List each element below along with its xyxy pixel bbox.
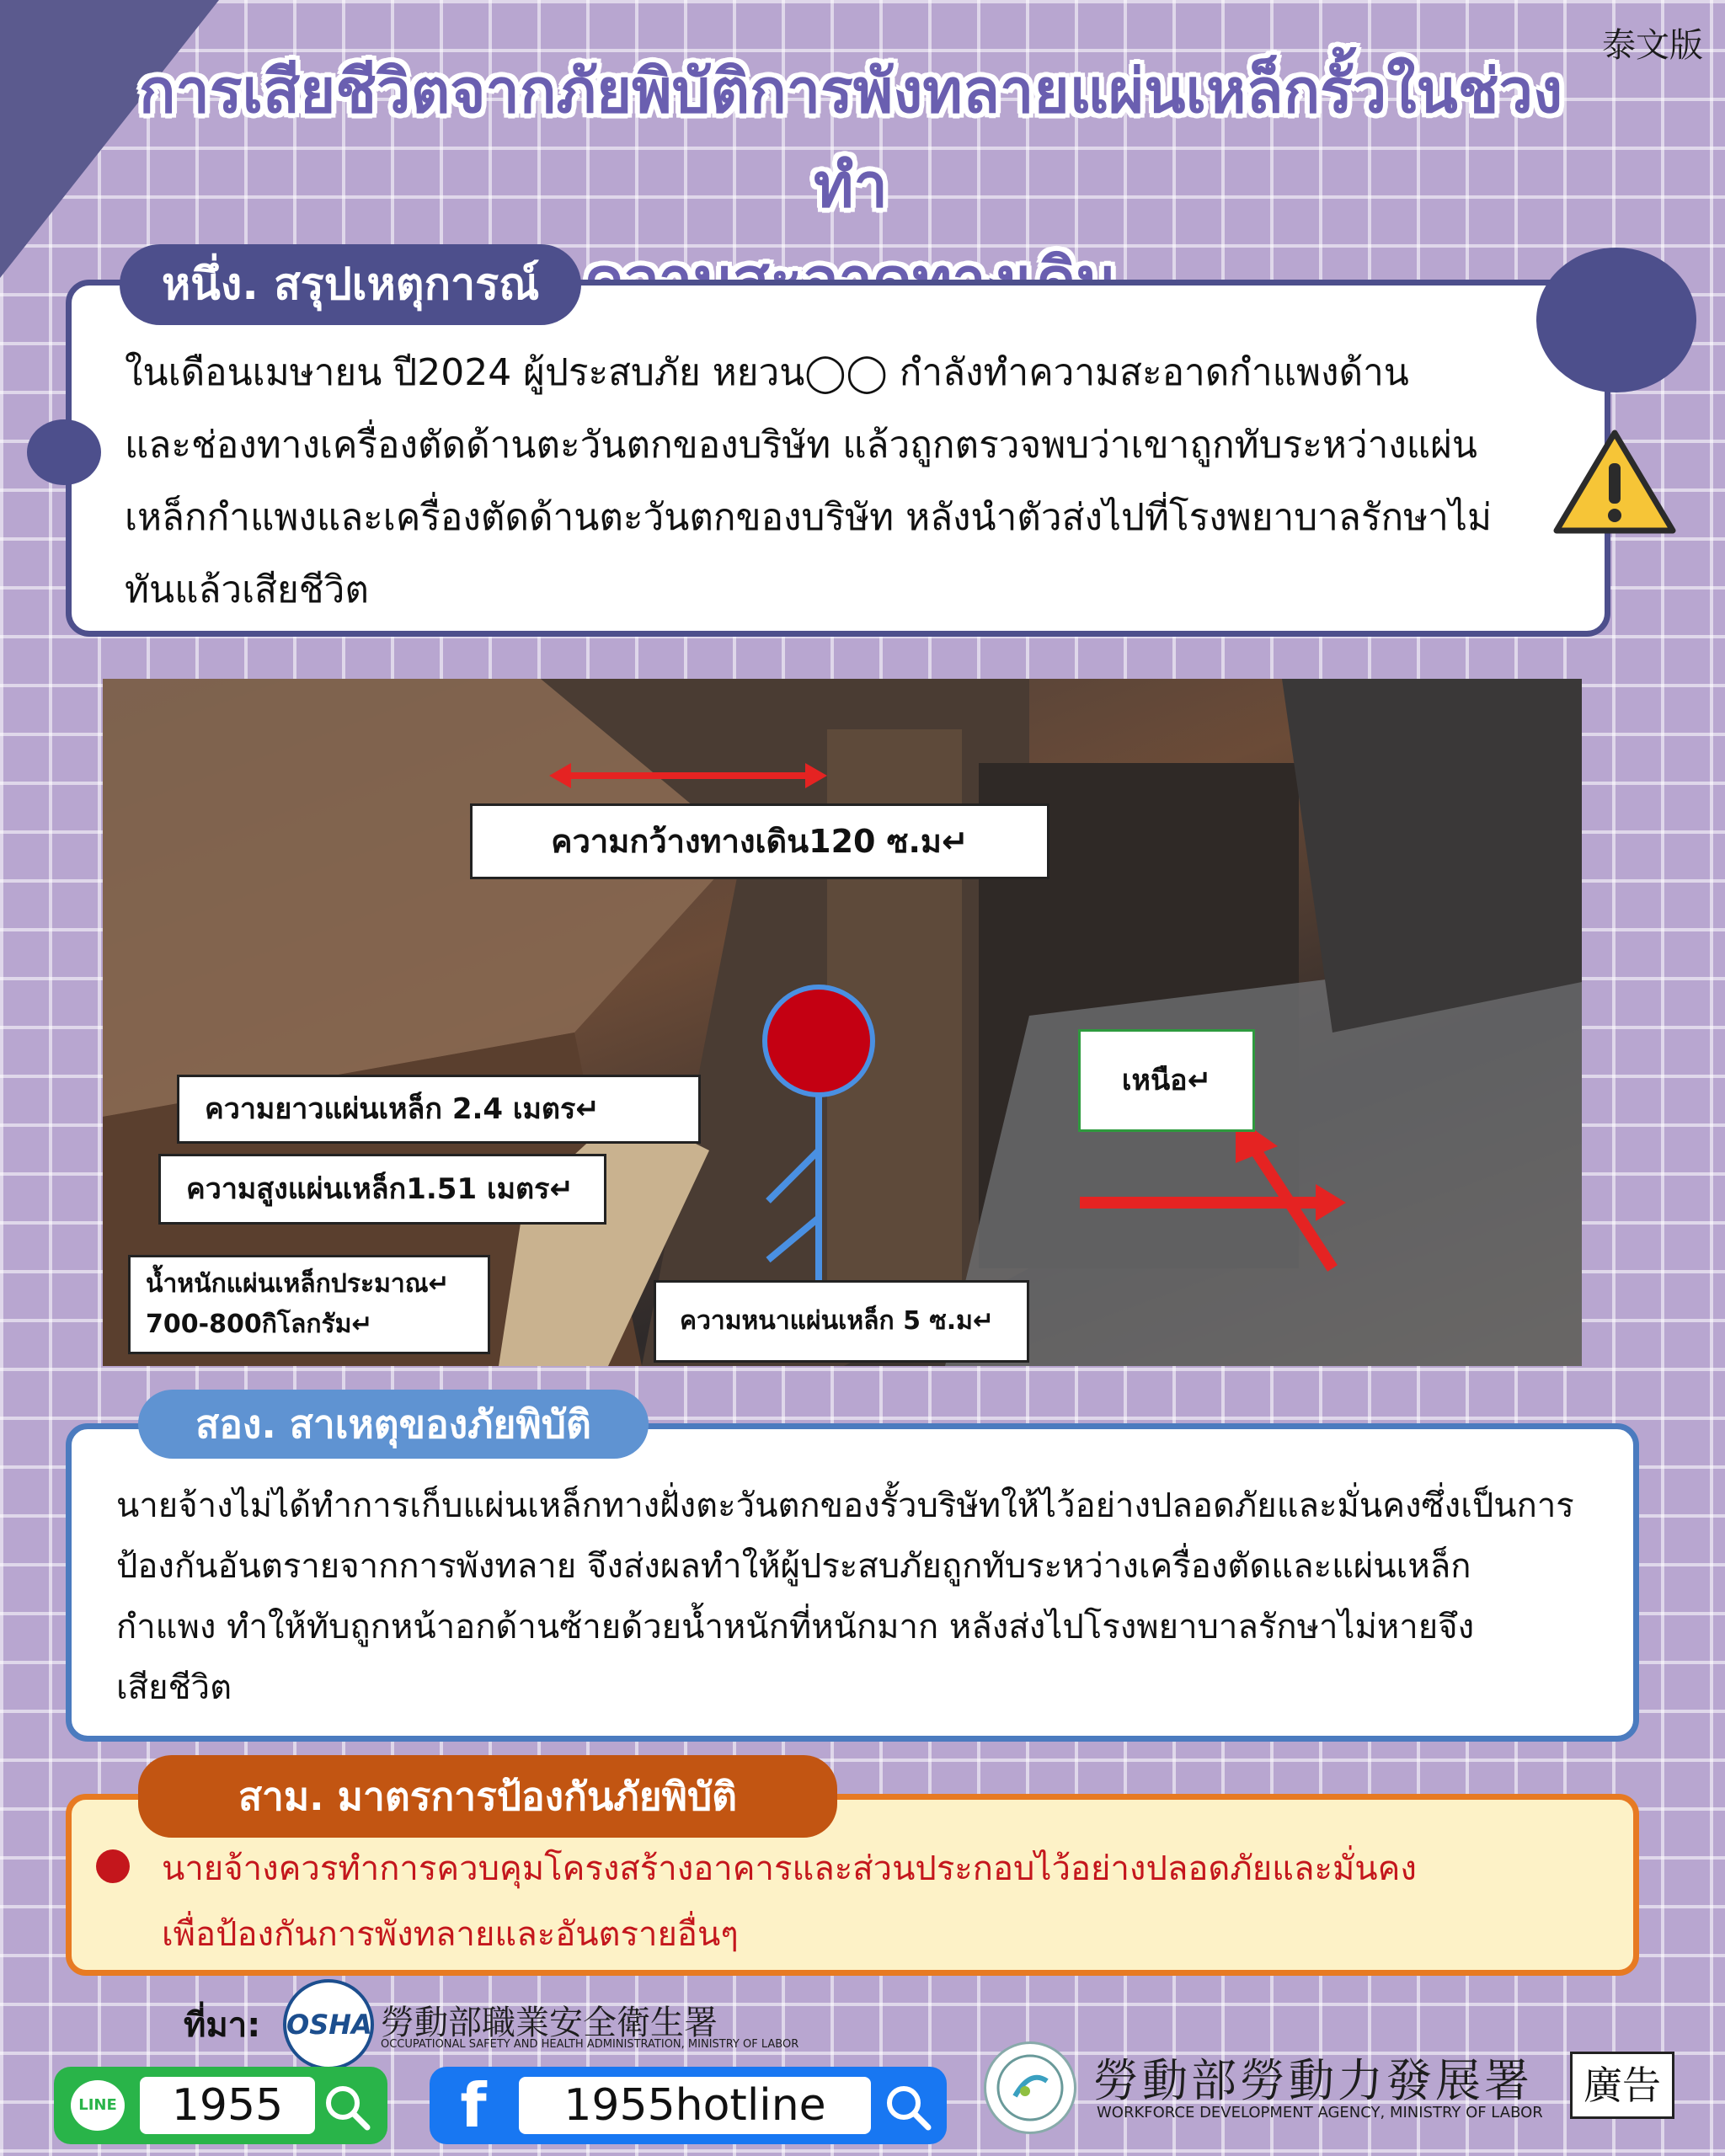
line-hotline-field[interactable]: 1955 (140, 2077, 315, 2134)
language-tag: 泰文版 (1602, 26, 1703, 65)
label-plate-thickness: ความหนาแผ่นเหล็ก 5 ซ.ม↵ (654, 1280, 1029, 1363)
source-label: ที่มา: (184, 2006, 261, 2045)
label-plate-height: ความสูงแผ่นเหล็ก1.51 เมตร↵ (158, 1154, 606, 1225)
cause-line: เสียชีวิต (116, 1668, 232, 1707)
summary-text (125, 337, 1573, 627)
summary-line: ในเดือนเมษายน ปี2024 ผู้ประสบภัย หยวน◯◯ กำลังทำความสะอาดกำแพงด้าน (125, 351, 1409, 394)
search-icon[interactable] (883, 2082, 933, 2132)
decor-dot-left (27, 419, 101, 485)
osha-logo: OSHA (283, 1979, 374, 2070)
prevention-line: นายจ้างควรทำการควบคุมโครงสร้างอาคารและส่วนประกอบไว้อย่างปลอดภัยและมั่นคง (162, 1849, 1417, 1888)
search-icon[interactable] (322, 2082, 372, 2132)
title-line-1: การเสียชีวิตจากภัยพิบัติการพังทลายแผ่นเหล็กรั้วในช่วงทำ (138, 56, 1563, 221)
advertisement-badge: 廣告 (1570, 2052, 1674, 2119)
wda-name-english: WORKFORCE DEVELOPMENT AGENCY, MINISTRY OF LABOR (1097, 2104, 1543, 2121)
facebook-icon: f (460, 2070, 487, 2141)
label-walkway-width: ความกว้างทางเดิน120 ซ.ม↵ (470, 803, 1049, 879)
osha-name-chinese: 勞動部職業安全衛生署 (381, 2004, 718, 2042)
label-plate-weight-line2: 700-800กิโลกรัม↵ (146, 1310, 373, 1339)
line-logo-icon: LINE (71, 2080, 125, 2131)
accident-site-photo (103, 679, 1582, 1366)
facebook-hotline-field[interactable]: 1955hotline (519, 2077, 871, 2134)
prevention-text (162, 1836, 1627, 1967)
wda-name-chinese: 勞動部勞動力發展署 (1093, 2054, 1533, 2107)
summary-tab: หนึ่ง. สรุปเหตุการณ์ (120, 244, 581, 325)
osha-name-english: OCCUPATIONAL SAFETY AND HEALTH ADMINISTRATION, MINISTRY OF LABOR (381, 2038, 799, 2051)
label-plate-weight-line1: น้ำหนักแผ่นเหล็กประมาณ↵ (146, 1269, 450, 1299)
prevention-line: เพื่อป้องกันการพังทลายและอันตรายอื่นๆ (162, 1915, 739, 1954)
summary-line: และช่องทางเครื่องตัดด้านตะวันตกของบริษัท แล้วถูกตรวจพบว่าเขาถูกทับระหว่างแผ่น (125, 424, 1477, 467)
summary-line: ทันแล้วเสียชีวิต (125, 568, 369, 611)
bullet-icon (96, 1849, 130, 1883)
cause-line: ป้องกันอันตรายจากการพังทลาย จึงส่งผลทำให้ผู้ประสบภัยถูกทับระหว่างเครื่องตัดและแผ่นเหล็ก (116, 1547, 1471, 1586)
label-plate-weight (128, 1255, 490, 1354)
label-plate-length: ความยาวแผ่นเหล็ก 2.4 เมตร↵ (177, 1075, 701, 1144)
cause-text (116, 1476, 1624, 1718)
wda-logo (984, 2041, 1076, 2134)
victim-head-marker (765, 987, 873, 1095)
wda-emblem-icon (986, 2044, 1074, 2132)
summary-line: เหล็กกำแพงและเครื่องตัดด้านตะวันตกของบริษัท หลังนำตัวส่งไปที่โรงพยาบาลรักษาไม่ (125, 496, 1492, 539)
cause-line: กำแพง ทำให้ทับถูกหน้าอกด้านซ้ายด้วยน้ำหนักที่หนักมาก หลังส่งไปโรงพยาบาลรักษาไม่หายจึง (116, 1608, 1475, 1646)
label-north: เหนือ↵ (1078, 1029, 1255, 1132)
prevention-tab: สาม. มาตรการป้องกันภัยพิบัติ (138, 1755, 837, 1838)
cause-tab: สอง. สาเหตุของภัยพิบัติ (138, 1390, 649, 1459)
cause-line: นายจ้างไม่ได้ทำการเก็บแผ่นเหล็กทางฝั่งตะวันตกของรั้วบริษัทให้ไว้อย่างปลอดภัยและมั่นคงซึ่งเป็นการ (116, 1486, 1574, 1525)
